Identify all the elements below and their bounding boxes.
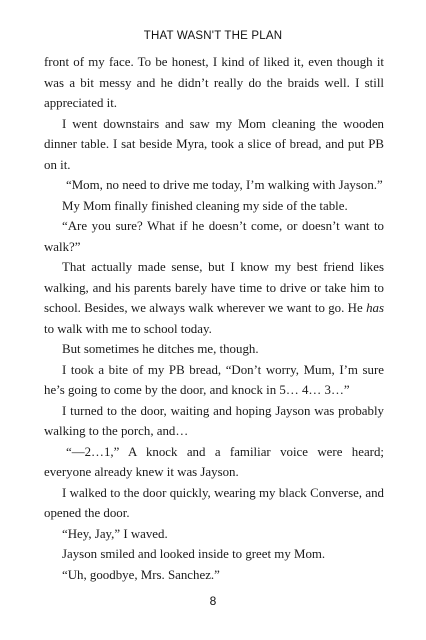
paragraph: I turned to the door, waiting and hoping Jayson was probably walking to the porch, and…: [44, 403, 384, 438]
paragraph: “Uh, goodbye, Mrs. Sanchez.”: [62, 567, 220, 582]
paragraph-text: That actually made sense, but I know my best friend likes walking, and his parents barely have time to drive or take him to school. Besides, we always walk wherever we want to go. He: [44, 260, 384, 315]
paragraph: I walked to the door quickly, wearing my black Converse, and opened the door.: [44, 485, 384, 520]
paragraph: [44, 257, 384, 339]
paragraph: “Are you sure? What if he doesn’t come, or doesn’t want to walk?”: [44, 219, 384, 254]
paragraph: “Mom, no need to drive me today, I’m walking with Jayson.”: [66, 178, 383, 192]
paragraph: front of my face. To be honest, I kind of liked it, even though it was a bit messy and he didn’t really do the braids well. I still appreciated it.: [44, 55, 384, 110]
paragraph: “Hey, Jay,” I waved.: [62, 526, 168, 541]
paragraph: Jayson smiled and looked inside to greet my Mom.: [62, 547, 326, 561]
page-number: 8: [209, 594, 217, 608]
paragraph: I went downstairs and saw my Mom cleaning the wooden dinner table. I sat beside Myra, took a slice of bread, and put PB on it.: [44, 116, 384, 172]
emphasis: has: [366, 301, 384, 315]
paragraph-text: to walk with me to school today.: [44, 321, 212, 336]
paragraph: “—2…1,” A knock and a familiar voice were heard; everyone already knew it was Jayson.: [44, 444, 384, 479]
paragraph: But sometimes he ditches me, though.: [62, 342, 259, 356]
paragraph: I took a bite of my PB bread, “Don’t worry, Mum, I’m sure he’s going to come by the door, and knock in 5… 4… 3…”: [44, 362, 384, 397]
running-header: THAT WASN'T THE PLAN: [143, 30, 283, 42]
body-text: [44, 52, 384, 585]
paragraph: My Mom finally finished cleaning my side of the table.: [62, 198, 348, 213]
